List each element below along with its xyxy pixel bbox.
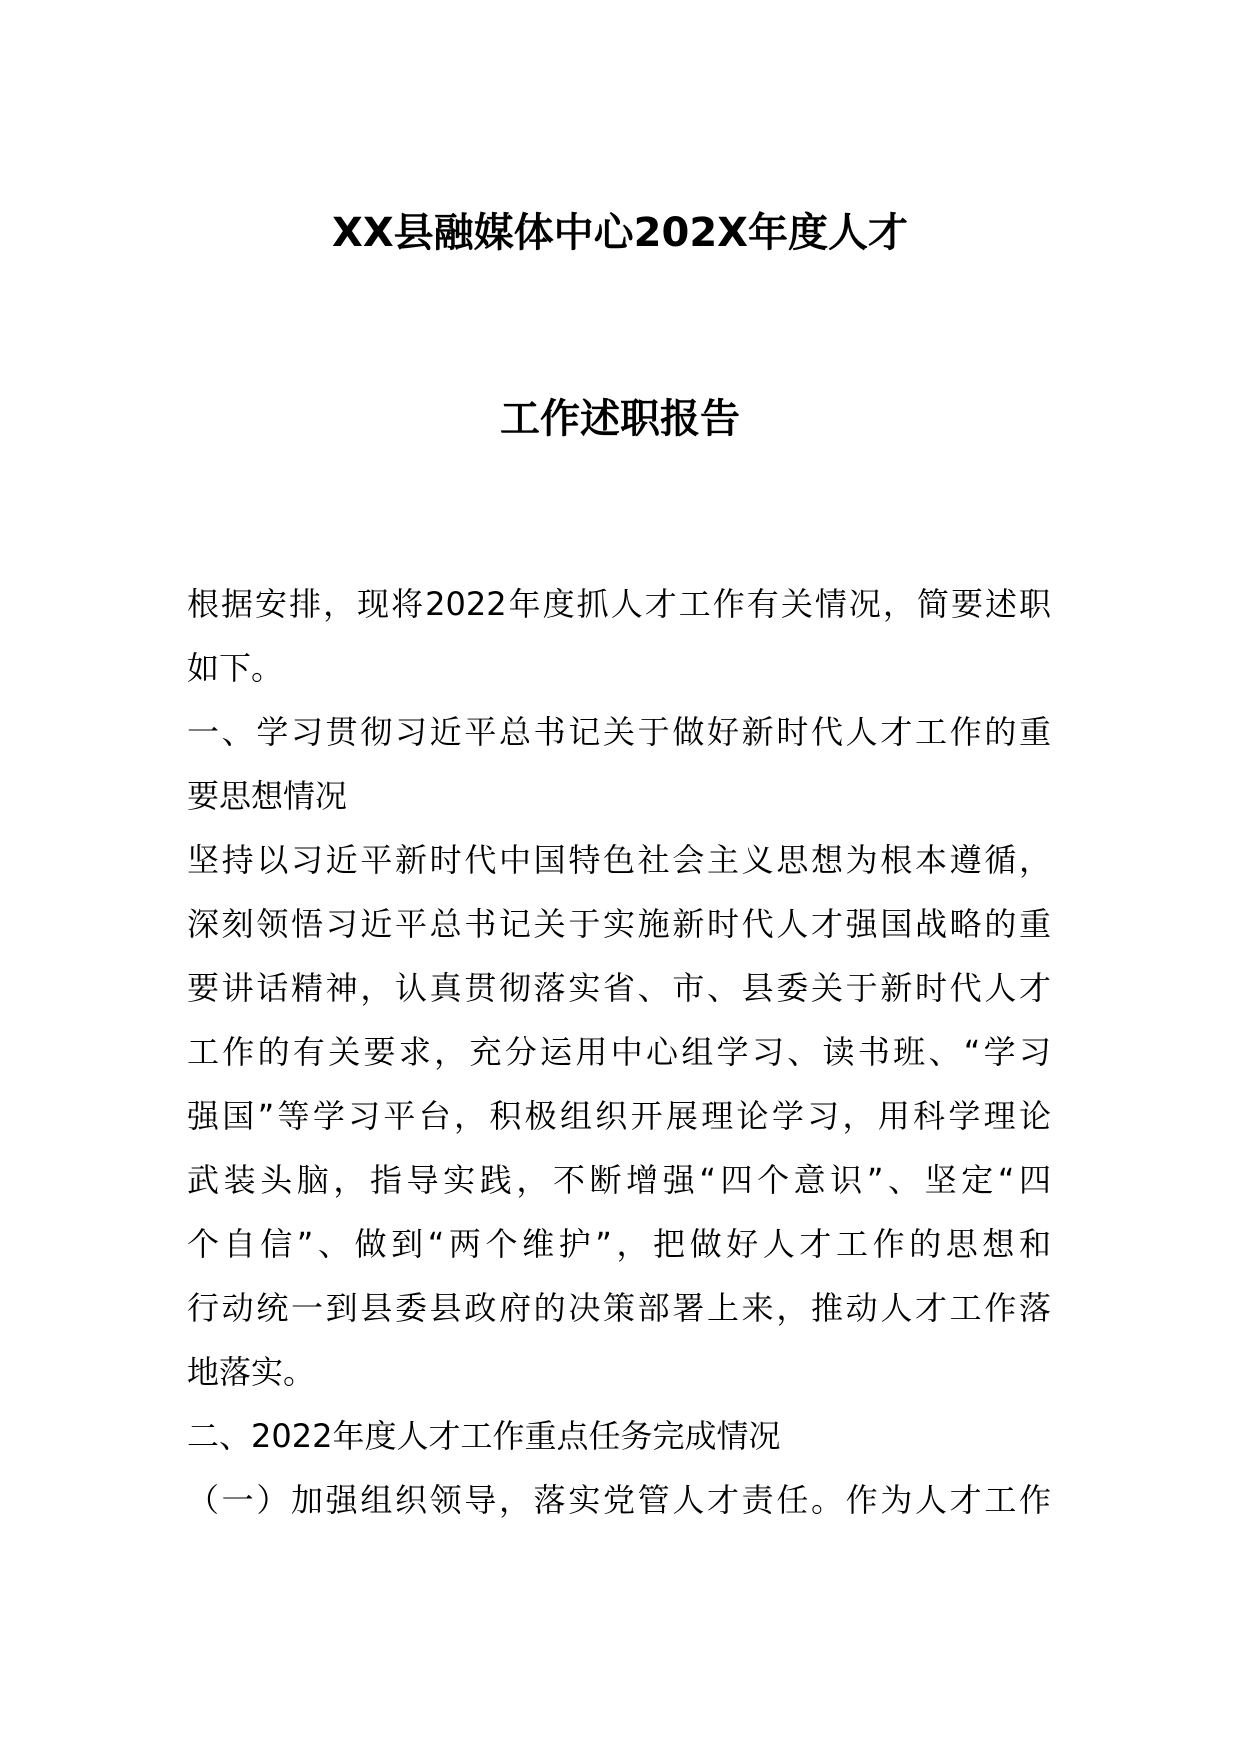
intro-paragraph — [187, 572, 1051, 700]
body-line-5: 坚持以习近平新时代中国特色社会主义思想为根本遵循， — [187, 841, 1051, 879]
body-line-7: 要讲话精神，认真贯彻落实省、市、县委关于新时代人才 — [187, 969, 1051, 1007]
body-line-12: 行动统一到县委县政府的决策部署上来，推动人才工作落 — [187, 1289, 1051, 1327]
body-line-4: 要思想情况 — [187, 777, 348, 815]
section-heading-2 — [187, 1404, 1051, 1468]
body-line-14: 二、2022年度人才工作重点任务完成情况 — [187, 1417, 781, 1455]
body-line-8: 工作的有关要求，充分运用中心组学习、读书班、“学习 — [187, 1033, 1051, 1071]
body-line-15: （一）加强组织领导，落实党管人才责任。作为人才工作 — [187, 1481, 1051, 1519]
section-heading-1 — [187, 700, 1051, 828]
body-line-13: 地落实。 — [187, 1353, 316, 1391]
document-title-line-1: XX县融媒体中心202X年度人才 — [331, 210, 908, 256]
body-line-3: 一、学习贯彻习近平总书记关于做好新时代人才工作的重 — [187, 713, 1051, 751]
body-line-11: 个自信”、做到“两个维护”，把做好人才工作的思想和 — [187, 1225, 1051, 1263]
document-body — [187, 572, 1051, 1532]
body-line-9: 强国”等学习平台，积极组织开展理论学习，用科学理论 — [187, 1097, 1051, 1135]
document-title-line-2: 工作述职报告 — [500, 396, 740, 442]
subsection-1-paragraph — [187, 1468, 1051, 1532]
section-1-paragraph — [187, 828, 1051, 1404]
body-line-10: 武装头脑，指导实践，不断增强“四个意识”、坚定“四 — [187, 1161, 1051, 1199]
body-line-1: 根据安排，现将2022年度抓人才工作有关情况，简要述职 — [187, 585, 1051, 623]
body-line-6: 深刻领悟习近平总书记关于实施新时代人才强国战略的重 — [187, 905, 1051, 943]
body-line-2: 如下。 — [187, 649, 284, 687]
